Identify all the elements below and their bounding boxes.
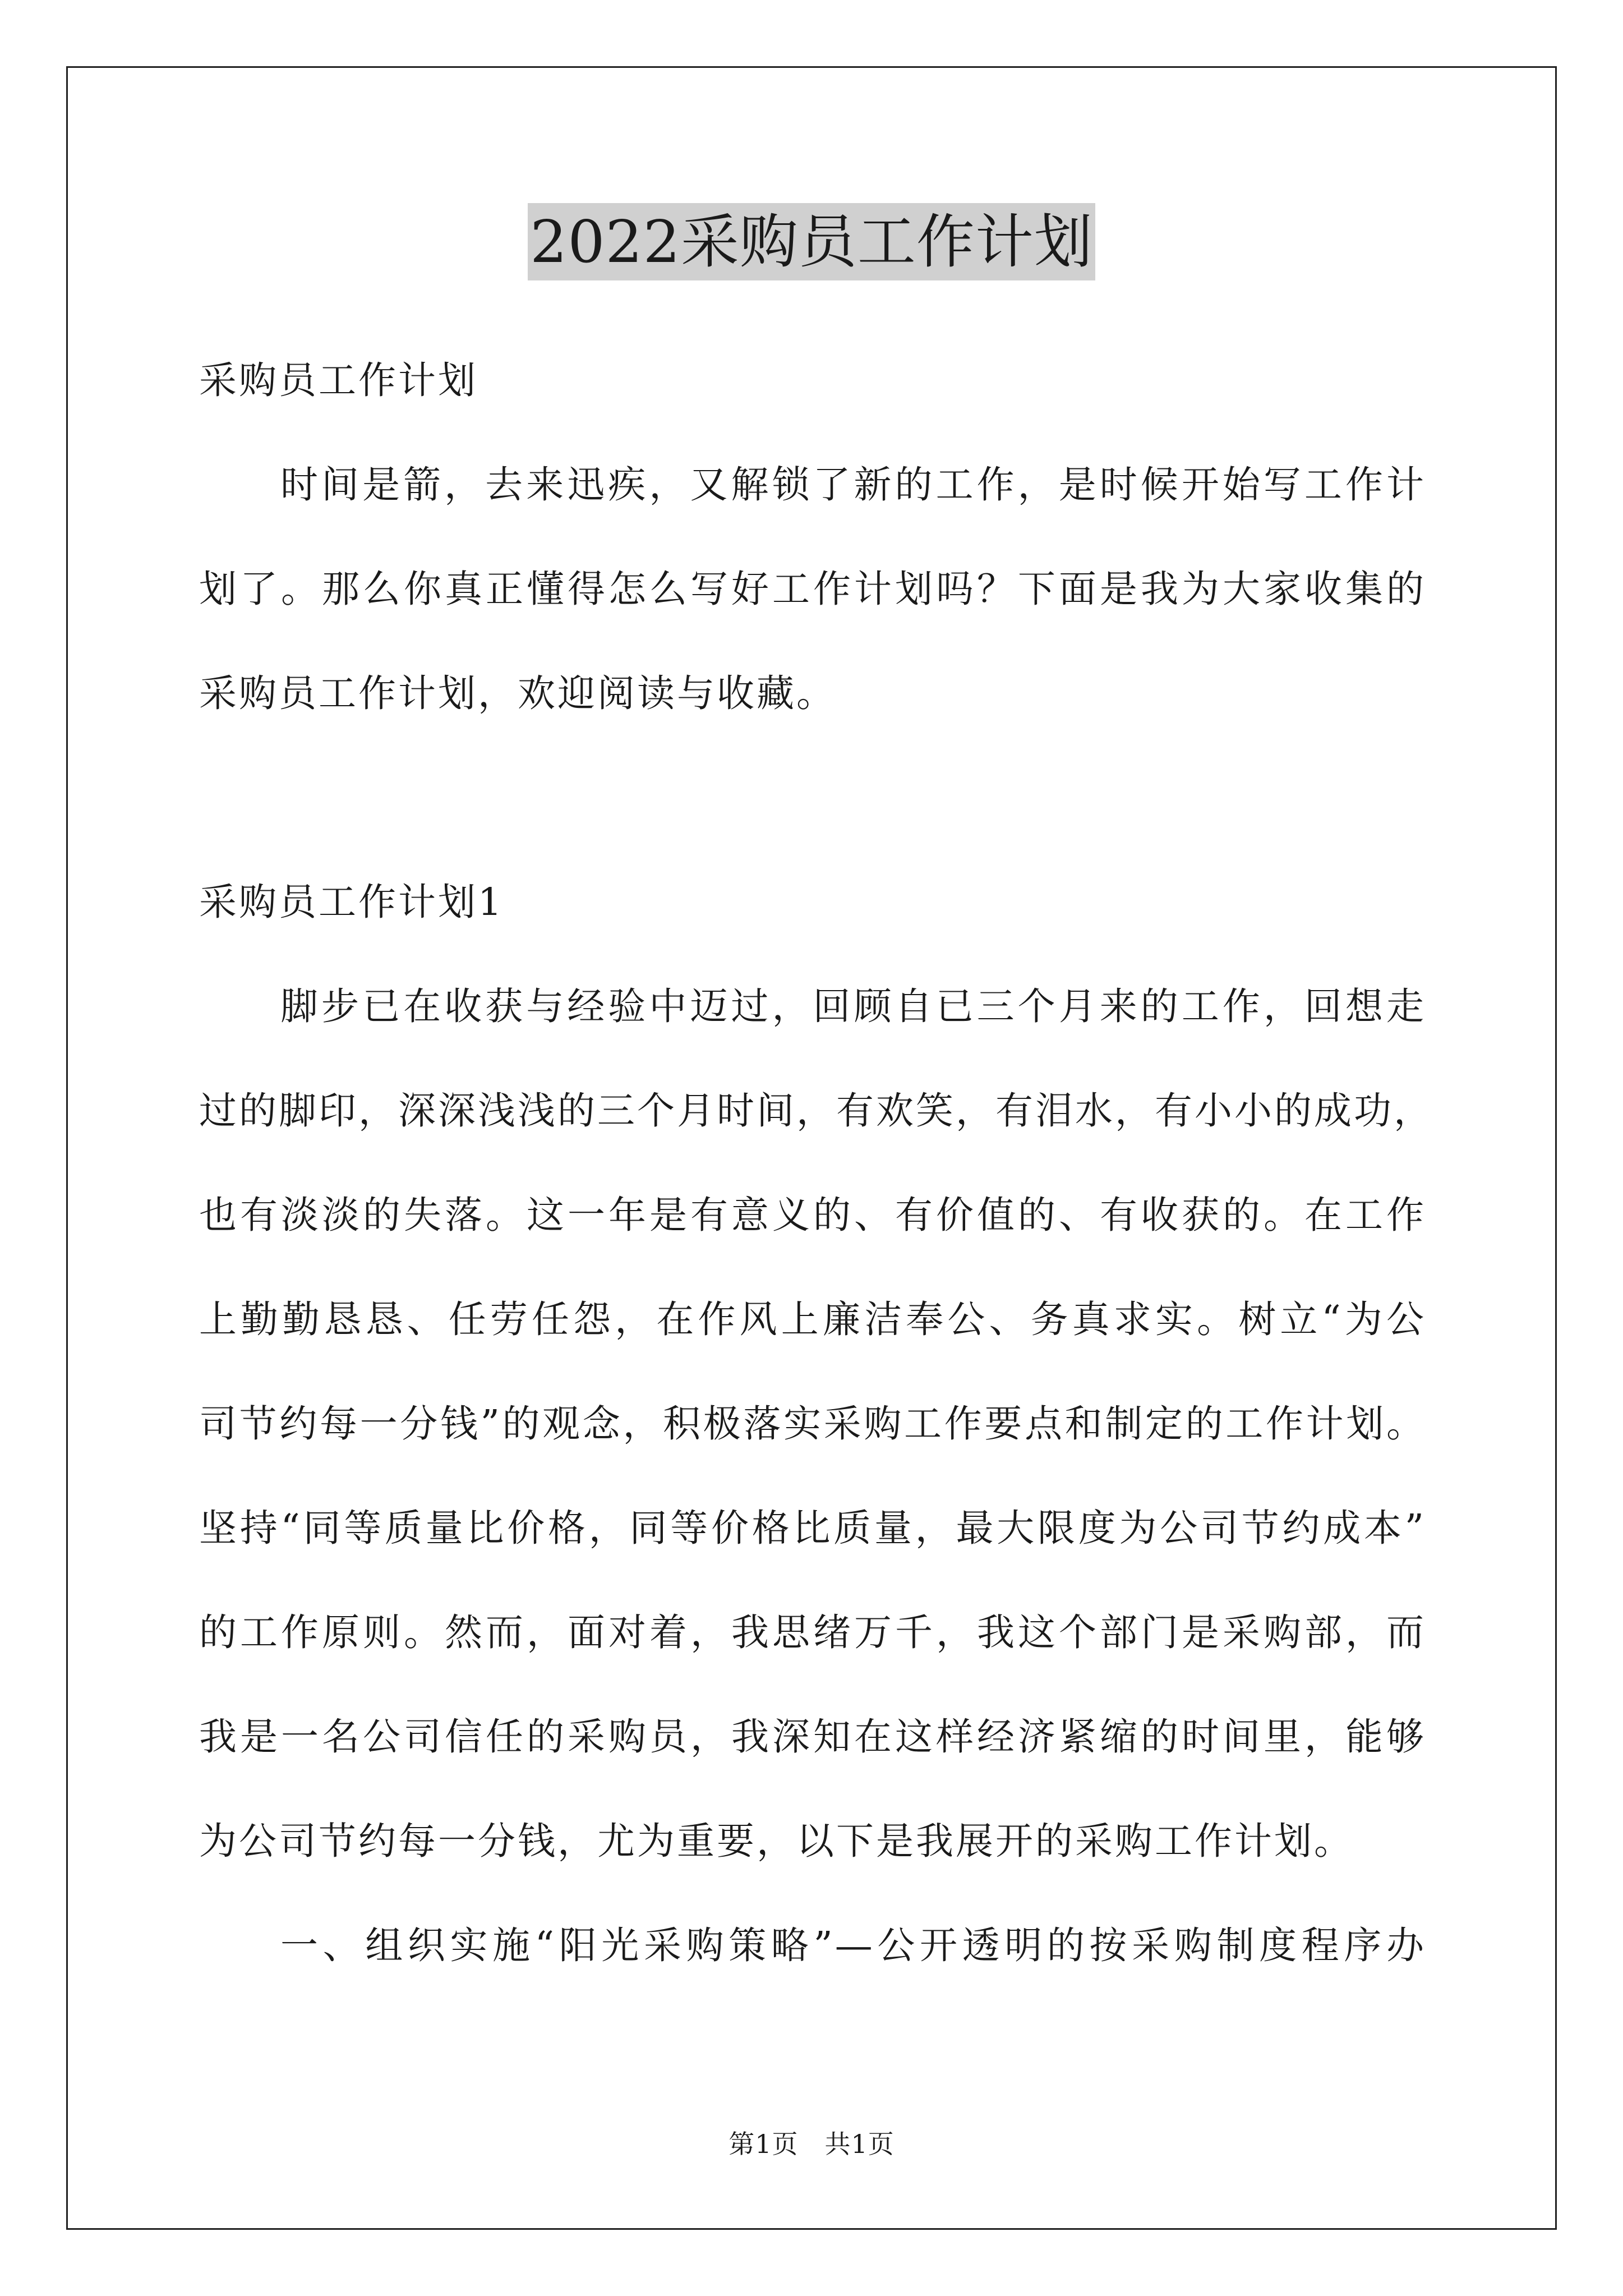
page-footer: 第1页 共1页 [728, 2129, 895, 2159]
paragraph-line: 上勤勤恳恳、任劳任怨，在作风上廉洁奉公、务真求实。树立“为公 [199, 1297, 1426, 1341]
paragraph-line: 司节约每一分钱”的观念，积极落实采购工作要点和制定的工作计划。 [199, 1402, 1426, 1446]
paragraph-line: 我是一名公司信任的采购员，我深知在这样经济紧缩的时间里，能够 [199, 1715, 1426, 1759]
document-title: 2022采购员工作计划 [528, 203, 1095, 280]
section-heading: 采购员工作计划1 [199, 880, 504, 924]
paragraph-line: 采购员工作计划，欢迎阅读与收藏。 [199, 671, 836, 715]
paragraph-line: 划了。那么你真正懂得怎么写好工作计划吗？下面是我为大家收集的 [199, 567, 1426, 611]
paragraph-line: 坚持“同等质量比价格，同等价格比质量，最大限度为公司节约成本” [199, 1506, 1426, 1550]
title-container [0, 203, 1623, 280]
paragraph-line: 过的脚印，深深浅浅的三个月时间，有欢笑，有泪水，有小小的成功， [199, 1089, 1433, 1133]
paragraph-line: 也有淡淡的失落。这一年是有意义的、有价值的、有收获的。在工作 [199, 1193, 1426, 1237]
paragraph-line: 为公司节约每一分钱，尤为重要，以下是我展开的采购工作计划。 [199, 1819, 1354, 1863]
paragraph-line: 的工作原则。然而，面对着，我思绪万千，我这个部门是采购部，而 [199, 1611, 1426, 1654]
paragraph-line: 脚步已在收获与经验中迈过，回顾自已三个月来的工作，回想走 [280, 984, 1426, 1028]
paragraph-line: 一、组织实施“阳光采购策略”—公开透明的按采购制度程序办 [280, 1924, 1426, 1967]
paragraph-line: 时间是箭，去来迅疾，又解锁了新的工作，是时候开始写工作计 [280, 463, 1426, 507]
section-heading: 采购员工作计划 [199, 358, 478, 402]
